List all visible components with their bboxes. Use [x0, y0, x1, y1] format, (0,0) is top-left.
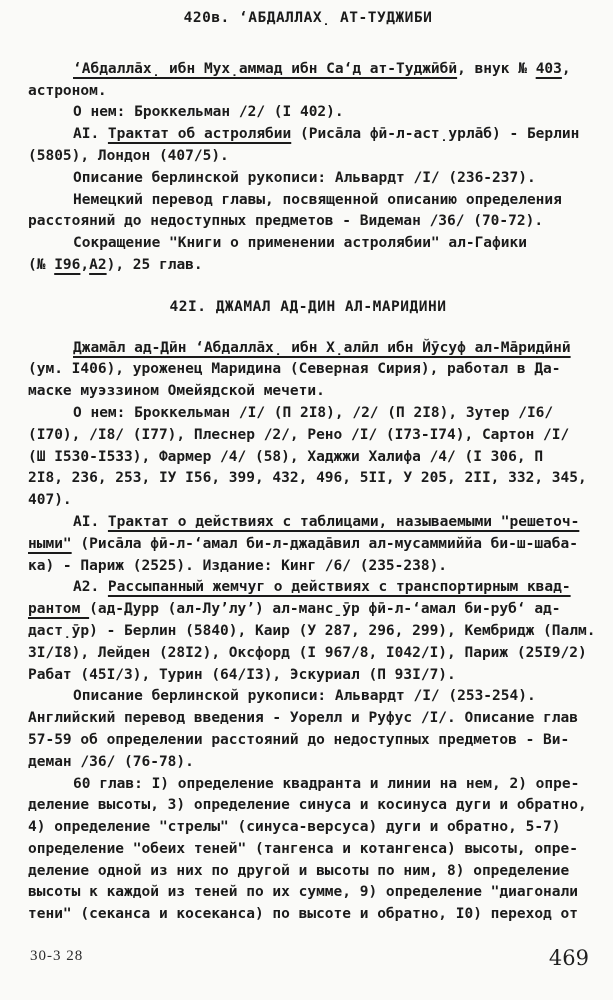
entry-heading: 42I. ДЖАМАЛ АД-ДИН АЛ-МАРИДИНИ: [169, 298, 447, 315]
text-segment: высоты к каждой из теней по их сумме, 9) определение "диагонали: [28, 884, 578, 901]
underlined-text-segment: Трактат об астролябии: [107, 126, 292, 143]
text-line: [28, 795, 588, 817]
underlined-text-segment: ными": [28, 535, 72, 552]
text-line: [28, 468, 588, 490]
text-segment: (Риса̄ла фӣ-л-‘амал би-л-джада̄вил ал-мусаммиййа би-ш-шаба-: [71, 535, 578, 552]
text-line: [28, 490, 588, 512]
text-segment: определение "обеих теней" (тангенса и котангенса) высоты, опре-: [28, 840, 578, 857]
paragraph: [28, 512, 588, 577]
paragraph: [28, 168, 588, 190]
text-segment: А2.: [73, 579, 108, 596]
paragraph: [28, 403, 588, 512]
text-segment: Сокращение "Книги о применении астролябии" ал-Гафики: [73, 235, 527, 252]
text-segment: 60 глав: I) определение квадранта и линии на нем, 2) опре-: [73, 775, 580, 792]
text-segment: ка) - Париж (2525). Издание: Кинг /6/ (235-238).: [28, 557, 448, 574]
text-segment: маске муэззином Омейядской мечети.: [28, 383, 325, 400]
text-line: [28, 359, 588, 381]
text-line: [28, 59, 588, 81]
text-line: [28, 752, 588, 774]
text-line: [28, 774, 588, 796]
text-segment: АI.: [73, 126, 108, 143]
text-segment: 3I/I8), Лейден (28I2), Оксфорд (I 967/8, I042/I), Париж (25I9/2): [28, 644, 587, 661]
text-segment: расстояний до недоступных предметов - Видеман /36/ (70-72).: [28, 213, 544, 230]
text-segment: (ад-Дурр (ал-Лу’лу’) ал-манс̱ӯр фӣ-л-‘амал би-руб‘ ад-: [89, 601, 561, 618]
text-segment: (5805), Лондон (407/5).: [28, 147, 229, 164]
text-segment: Рабат (45I/3), Турин (64/I3), Эскуриал (П 93I/7).: [28, 666, 456, 683]
paragraph: [28, 190, 588, 234]
paragraph: [28, 102, 588, 124]
text-segment: О нем: Броккельман /I/ (П 2I8), /2/ (П 2I8), Зутер /I6/: [73, 404, 554, 421]
text-segment: ,: [80, 256, 90, 273]
underlined-text-segment: Джама̄л ад-Дӣн ‘Абдалла̄х̣ ибн Х̣алӣл ибн Йӯсуф ал-Ма̄ридӣнӣ: [73, 339, 571, 356]
text-line: [28, 403, 588, 425]
text-segment: астроном.: [28, 82, 107, 99]
text-line: [28, 534, 588, 556]
text-segment: деление одной из них по другой и высоты по ним, 8) определение: [28, 862, 570, 879]
paragraph: [28, 124, 588, 168]
text-segment: деление высоты, 3) определение синуса и косинуса дуги и обратно,: [28, 797, 587, 814]
underlined-text-segment: Рассыпанный жемчуг о действиях с транспортирным квад-: [107, 579, 571, 596]
text-line: [28, 817, 588, 839]
page-number: 469: [548, 946, 589, 970]
text-segment: 407).: [28, 492, 72, 509]
text-segment: даст̣ӯр) - Берлин (5840), Каир (У 287, 296, 299), Кембридж (Палм.: [28, 622, 596, 639]
text-segment: Английский перевод введения - Уорелл и Руфус /I/. Описание глав: [28, 710, 578, 727]
text-line: [28, 81, 588, 103]
underlined-text-segment: 403: [535, 60, 562, 77]
text-line: [28, 839, 588, 861]
text-line: [28, 686, 588, 708]
text-line: [28, 556, 588, 578]
text-segment: АI.: [73, 513, 108, 530]
print-signature: 30-3 28: [30, 948, 84, 964]
text-line: [28, 102, 588, 124]
paragraph: [28, 233, 588, 277]
text-segment: ), 25 глав.: [106, 256, 203, 273]
text-segment: (I70), /I8/ (I77), Плеснер /2/, Рено /I/ (I73-I74), Сартон /I/: [28, 426, 570, 443]
text-line: [28, 124, 588, 146]
text-line: [28, 233, 588, 255]
text-line: [28, 190, 588, 212]
paragraph: [28, 774, 588, 927]
text-line: [28, 146, 588, 168]
text-segment: , внук №: [457, 60, 536, 77]
text-line: [28, 665, 588, 687]
entries: [28, 8, 596, 926]
entry-heading: 420в. ‘АБДАЛЛАХ̣ АТ-ТУДЖИБИ: [183, 10, 433, 26]
text-segment: 4) определение "стрелы" (синуса-версуса) дуги и обратно, 5-7): [28, 819, 561, 836]
text-segment: О нем: Броккельман /2/ (I 402).: [73, 104, 344, 121]
paragraph: [28, 59, 588, 103]
text-segment: (№: [28, 256, 55, 273]
text-line: [28, 425, 588, 447]
text-segment: (Риса̄ла фӣ-л-аст̣урла̄б) - Берлин: [291, 126, 580, 143]
text-segment: (ум. I406), уроженец Маридина (Северная Сирия), работал в Да-: [28, 361, 561, 378]
text-segment: деман /36/ (76-78).: [28, 753, 194, 770]
text-segment: Немецкий перевод главы, посвященной описанию определения: [73, 191, 562, 208]
text-line: [28, 730, 588, 752]
underlined-text-segment: ‘Абдалла̄х̣ ибн Мух̣аммад ибн Са‘д ат-Туджӣбӣ: [73, 60, 458, 77]
text-line: [28, 882, 588, 904]
text-line: [28, 643, 588, 665]
text-line: [28, 255, 588, 277]
underlined-text-segment: рантом: [28, 601, 90, 618]
text-line: [28, 168, 588, 190]
text-line: [28, 447, 588, 469]
text-segment: Описание берлинской рукописи: Альвардт /I/ (236-237).: [73, 169, 536, 186]
text-line: [28, 577, 588, 599]
text-line: [28, 381, 588, 403]
underlined-text-segment: А2: [89, 256, 107, 273]
paragraph: [28, 577, 596, 686]
text-segment: Описание берлинской рукописи: Альвардт /I/ (253-254).: [73, 688, 536, 705]
underlined-text-segment: I96: [54, 256, 81, 273]
text-line: [28, 708, 588, 730]
text-segment: ,: [561, 60, 571, 77]
text-segment: 57-59 об определении расстояний до недоступных предметов - Ви-: [28, 731, 570, 748]
text-line: [28, 904, 588, 926]
text-line: [28, 338, 588, 360]
underlined-text-segment: Трактат о действиях с таблицами, называемыми "решеточ-: [107, 513, 580, 530]
text-line: [28, 861, 588, 883]
paragraph: [28, 338, 588, 403]
text-line: [28, 211, 588, 233]
text-segment: (Ш I530-I533), Фармер /4/ (58), Хаджжи Халифа /4/ (I 306, П: [28, 448, 544, 465]
text-line: [28, 599, 588, 621]
text-segment: тени" (секанса и косеканса) по высоте и обратно, I0) переход от: [28, 906, 578, 923]
text-line: [28, 512, 588, 534]
text-line: [28, 621, 596, 643]
paragraph: [28, 686, 588, 773]
text-segment: 2I8, 236, 253, IУ I56, 399, 432, 496, 5II, У 205, 2II, 332, 345,: [28, 470, 587, 487]
